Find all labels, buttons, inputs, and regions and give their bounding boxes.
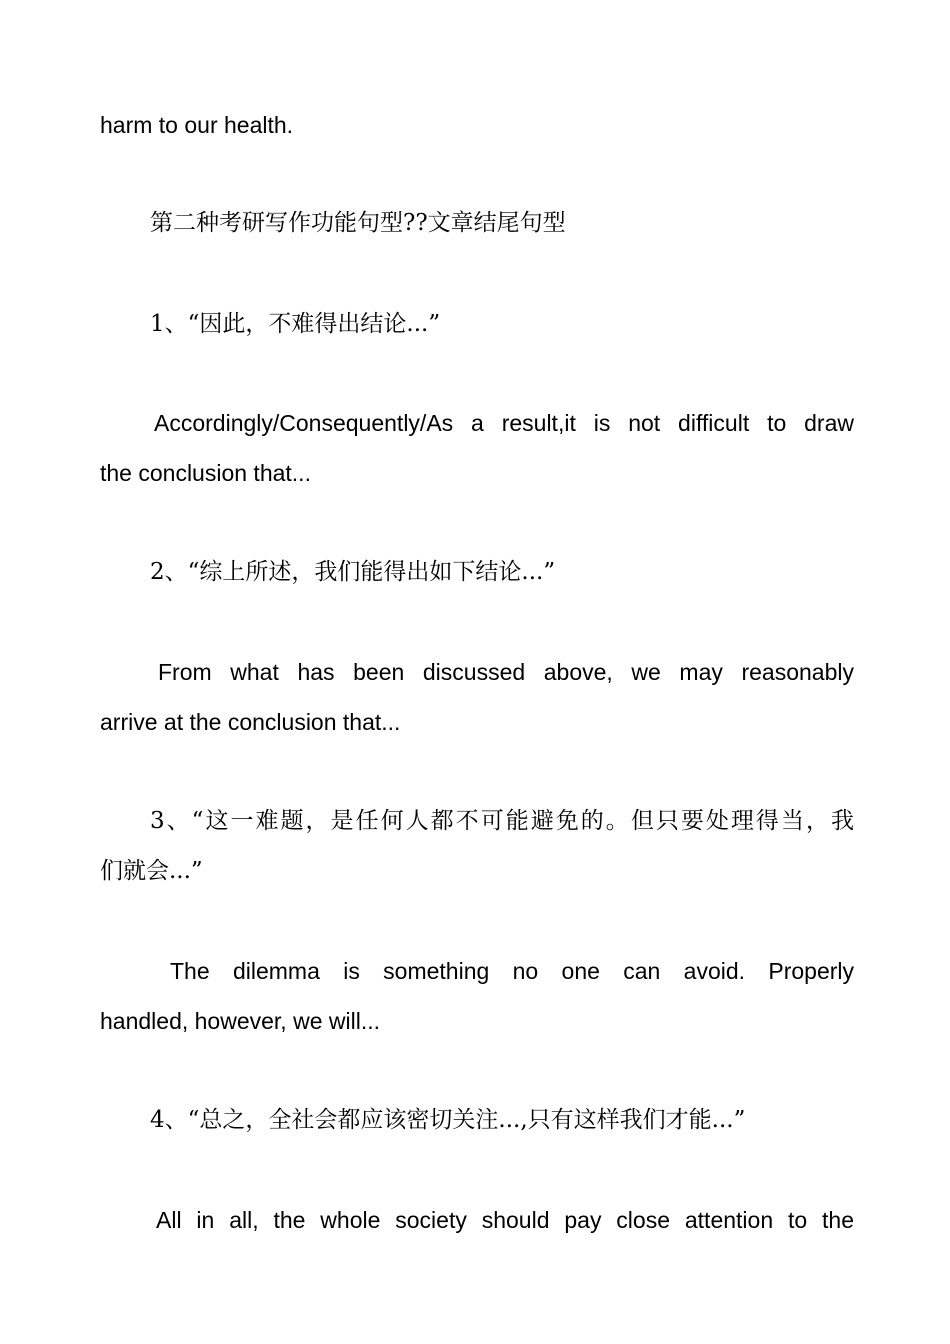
- item-1-english-line-2: the conclusion that...: [100, 460, 311, 486]
- item-3-chinese-line-2: 们就会...”: [100, 858, 203, 884]
- item-4-english-line-1: All in all, the whole society should pay close attention to the: [156, 1207, 854, 1233]
- item-2-english-line-1: From what has been discussed above, we may reasonably: [158, 659, 854, 685]
- paragraph-continuation: harm to our health.: [100, 112, 294, 138]
- item-1-chinese: 1、“因此，不难得出结论...”: [150, 311, 441, 337]
- item-1-english-line-1: Accordingly/Consequently/As a result,it is not difficult to draw: [154, 410, 854, 436]
- item-2-english-line-2: arrive at the conclusion that...: [100, 709, 401, 735]
- section-heading: 第二种考研写作功能句型??文章结尾句型: [150, 210, 566, 236]
- item-3-english-line-2: handled, however, we will...: [100, 1008, 380, 1034]
- item-2-chinese: 2、“综上所述，我们能得出如下结论...”: [150, 559, 556, 585]
- item-3-chinese-line-1: 3、“这一难题，是任何人都不可能避免的。但只要处理得当，我: [150, 808, 854, 834]
- item-4-chinese: 4、“总之，全社会都应该密切关注...,只有这样我们才能...”: [150, 1107, 746, 1133]
- item-3-english-line-1: The dilemma is something no one can avoid. Properly: [170, 958, 854, 984]
